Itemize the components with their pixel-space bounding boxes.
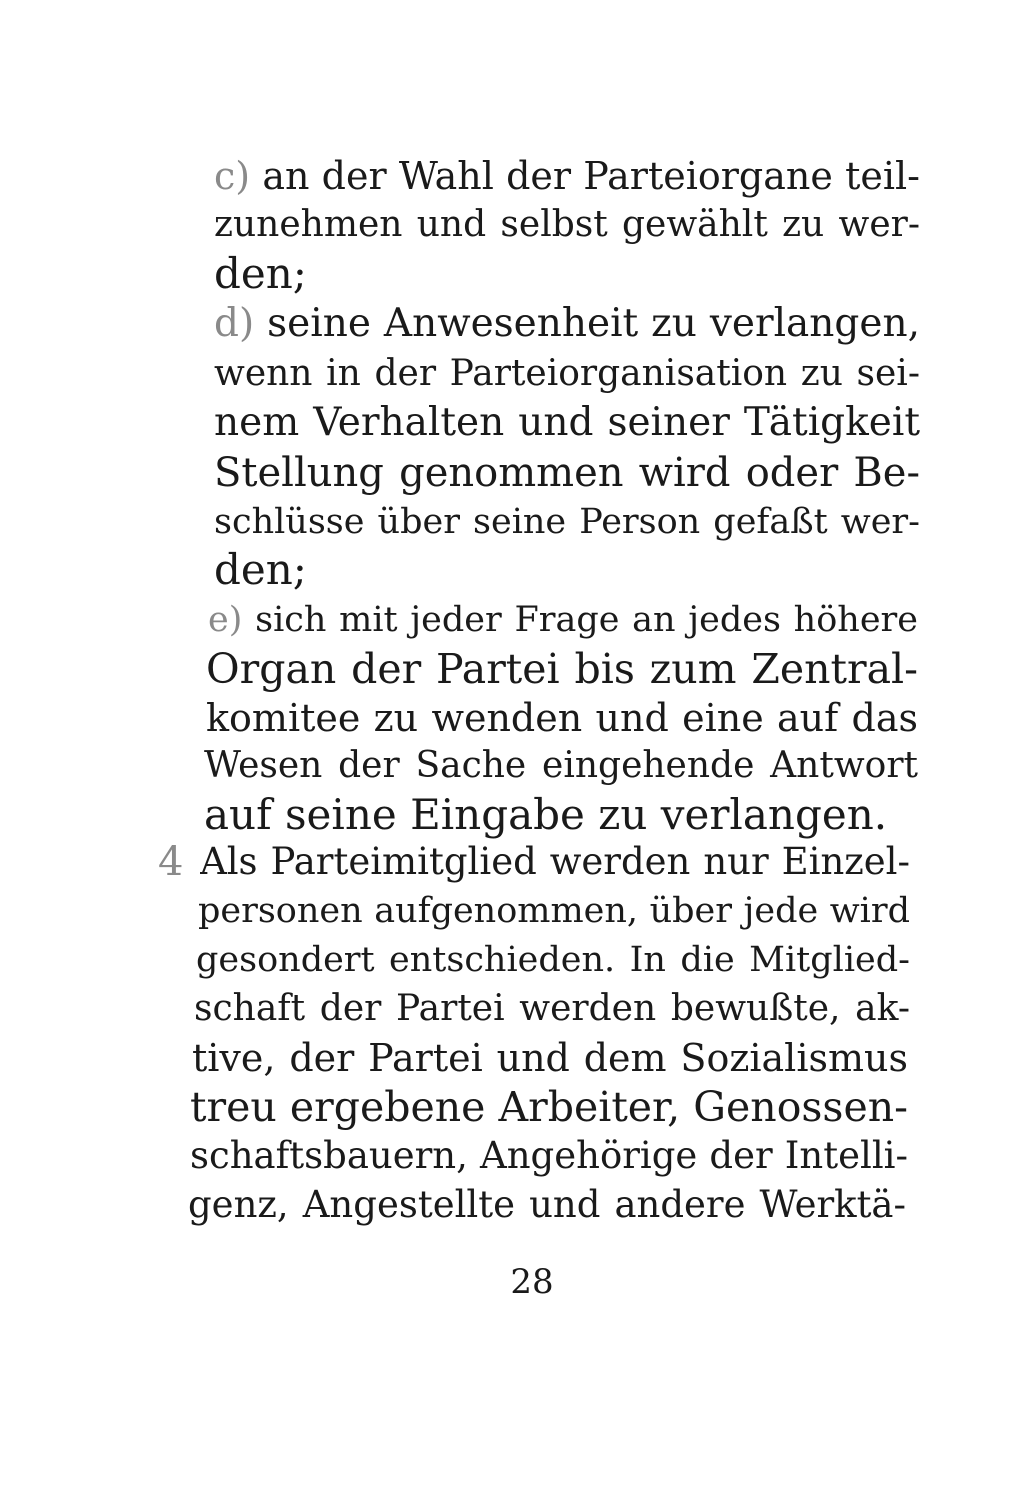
paragraph-text-5: tive, der Partei und dem Sozialismus [192,1036,908,1080]
item-c-marker: c) [214,154,251,198]
paragraph-line-6 [190,1083,908,1131]
item-e-marker: e) [208,600,243,640]
item-c-text-1: an der Wahl der Parteiorgane teil- [262,154,920,198]
item-d-line-5 [214,498,920,546]
item-d-line-1 [214,300,920,348]
paragraph-line-2 [198,887,910,935]
paragraph-text-1: Als Parteimitglied werden nur Einzel- [200,840,910,883]
item-d-line-6 [214,546,920,594]
item-d-line-2 [214,350,920,398]
paragraph-line-5 [192,1034,908,1082]
paragraph-line-8 [188,1181,906,1229]
paragraph-number: 4 [158,839,184,885]
paragraph-text-2: personen aufgenommen, über jede wird [198,891,910,931]
item-e-text-5: auf seine Eingabe zu verlangen. [204,791,888,839]
item-e-text-1: sich mit jeder Frage an jedes höhere [255,600,918,640]
item-c-text-2: zunehmen und selbst gewählt zu wer- [214,204,920,245]
item-d-line-4 [214,449,920,497]
paragraph-text-3: gesondert entschieden. In die Mitglied- [196,940,910,980]
item-e-text-2: Organ der Partei bis zum Zentral- [206,645,918,693]
item-c-line-2 [214,201,920,249]
page-number: 28 [510,1262,554,1302]
item-d-marker: d) [214,301,255,346]
item-d-line-3 [214,399,920,447]
item-e-line-1 [208,596,918,644]
paragraph-line-3 [196,936,910,984]
paragraph-text-4: schaft der Partei werden bewußte, ak- [194,988,910,1029]
item-e-text-3: komitee zu wenden und eine auf das [206,696,918,740]
item-e-line-3 [206,694,918,742]
paragraph-text-7: schaftsbauern, Angehörige der Intelli- [190,1134,908,1177]
paragraph-line-7 [190,1132,908,1180]
item-d-text-4: Stellung genommen wird oder Be- [214,450,920,496]
paragraph-text-8: genz, Angestellte und andere Werktä- [188,1183,906,1226]
item-d-text-5: schlüsse über seine Person gefaßt wer- [214,502,920,542]
item-e-line-2 [206,645,918,693]
item-d-text-6: den; [214,546,307,594]
item-d-text-2: wenn in der Parteiorganisation zu sei- [214,353,920,394]
paragraph-line-4 [194,985,910,1033]
item-e-line-4 [204,742,918,790]
paragraph-text-6: treu ergebene Arbeiter, Genossen- [190,1083,908,1131]
item-c-line-1 [214,152,920,200]
paragraph-line-1 [200,838,910,886]
item-e-line-5 [204,791,918,839]
item-d-text-3: nem Verhalten und seiner Tätigkeit [214,400,920,445]
item-c-line-3 [214,250,920,298]
item-e-text-4: Wesen der Sache eingehende Antwort [204,745,918,786]
item-c-text-3: den; [214,250,307,298]
item-d-text-1: seine Anwesenheit zu verlangen, [267,301,920,346]
